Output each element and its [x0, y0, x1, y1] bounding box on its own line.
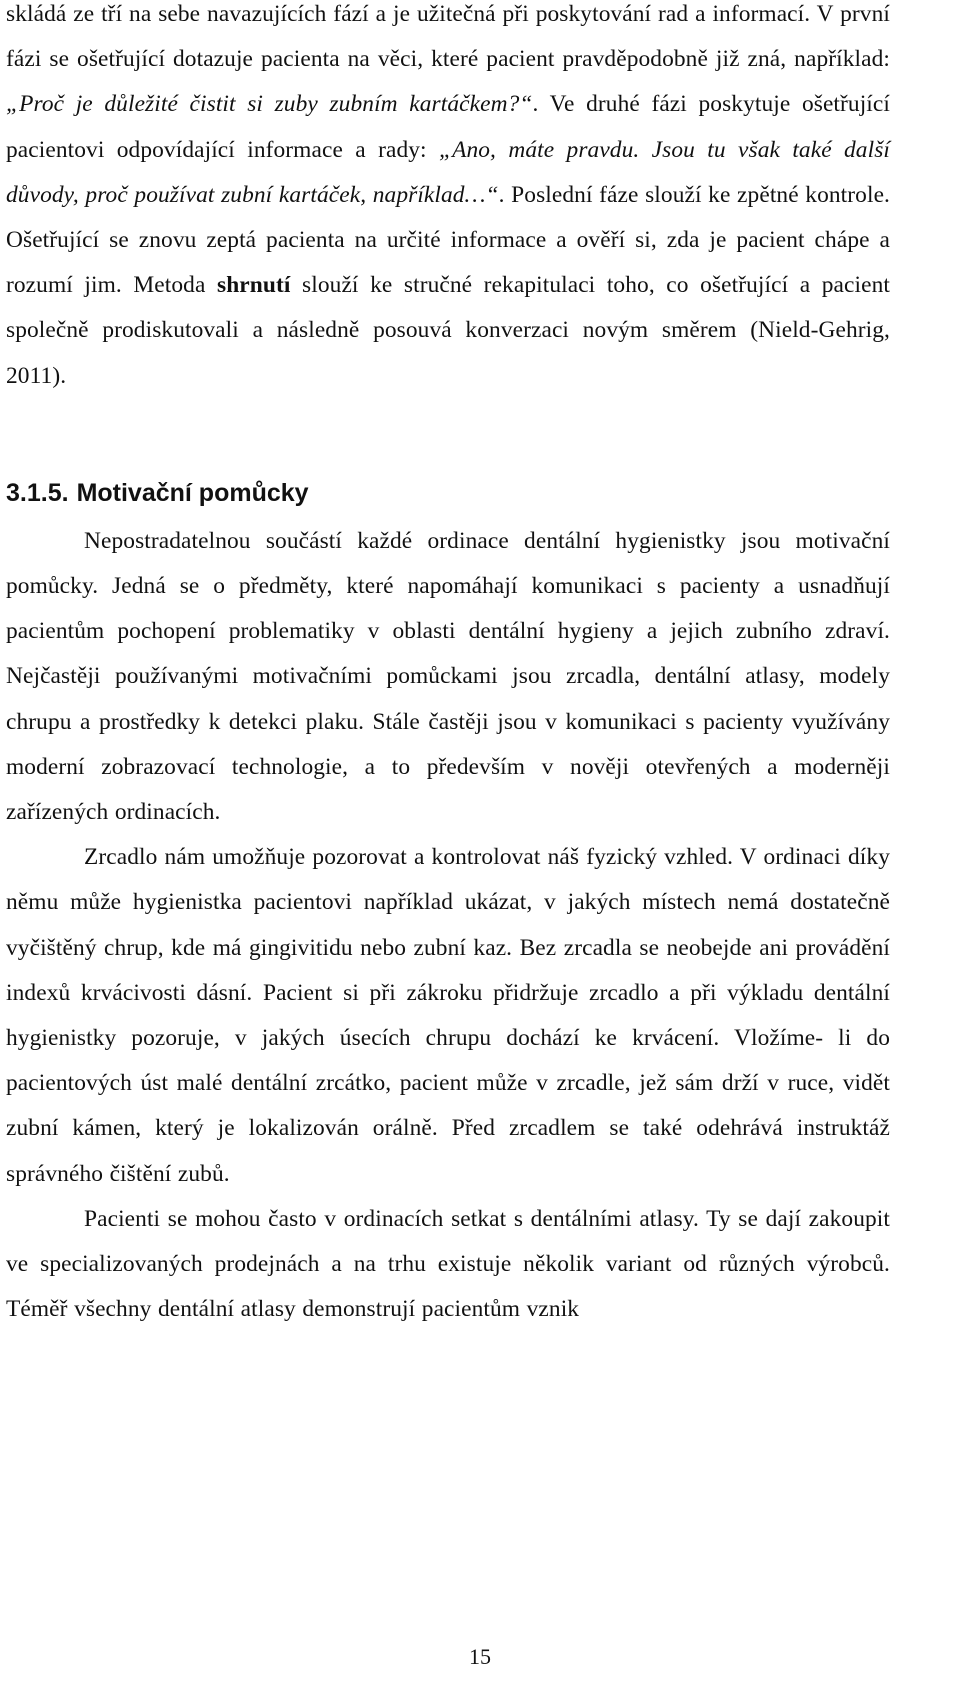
body-paragraph [6, 0, 890, 399]
paragraph-text: slouží ke stručné rekapitulaci toho, co ošetřující a pacient společně prodiskutovali a následně posouvá konverzaci novým směrem (Nield-Gehrig, 2011). [6, 272, 890, 389]
paragraph-text: . Ve druhé fázi poskytuje ošetřující pacientovi odpovídající informace a rady: [6, 91, 890, 163]
document-page [6, 0, 890, 1332]
section-number: 3.1.5. [6, 478, 69, 507]
section-heading [6, 475, 890, 511]
example-answer-italic: „Ano, máte pravdu. Jsou tu však také další důvody, proč používat zubní kartáček, například…“ [6, 136, 890, 208]
body-paragraph: Pacienti se mohou často v ordinacích setkat s dentálními atlasy. Ty se dají zakoupit ve specializovaných prodejnách a na trhu existuje několik variant od různých výrobců. Téměř všechny dentální atlasy demonstrují pacientům vznik [6, 1205, 890, 1323]
paragraph-text: . Poslední fáze slouží ke zpětné kontrole. Ošetřující se znovu zeptá pacienta na určité informace a ověří si, zda je pacient chápe a rozumí jim. Metoda [6, 181, 890, 299]
section-title: Motivační pomůcky [76, 478, 309, 507]
bold-term: shrnutí [217, 272, 291, 299]
page-number: 15 [469, 1644, 491, 1669]
body-paragraph: Zrcadlo nám umožňuje pozorovat a kontrolovat náš fyzický vzhled. V ordinaci díky němu může hygienistka pacientovi například ukázat, v jakých místech nemá dostatečně vyčištěný chrup, kde má gingivitidu nebo zubní kaz. Bez zrcadla se neobejde ani provádění indexů krvácivosti dásní. Pacient si při zákroku přidržuje zrcadlo a při výkladu dentální hygienistky pozoruje, v jakých úsecích chrupu dochází ke krvácení. Vložíme- li do pacientových úst malé dentální zrcátko, pacient může v zrcadle, jež sám drží v ruce, vidět zubní kámen, který je lokalizován orálně. Před zrcadlem se také odehrává instruktáž správného čištění zubů. [6, 844, 890, 1187]
example-question-italic: „Proč je důležité čistit si zuby zubním kartáčkem?“ [6, 91, 533, 118]
body-paragraph: Nepostradatelnou součástí každé ordinace dentální hygienistky jsou motivační pomůcky. Jedná se o předměty, které napomáhají komunikaci s pacienty a usnadňují pacientům pochopení problematiky v oblasti dentální hygieny a jejich zubního zdraví. Nejčastěji používanými motivačními pomůckami jsou zrcadla, dentální atlasy, modely chrupu a prostředky k detekci plaku. Stále častěji jsou v komunikaci s pacienty využívány moderní zobrazovací technologie, a to především v nověji otevřených a moderněji zařízených ordinacích. [6, 527, 890, 826]
paragraph-text: skládá ze tří na sebe navazujících fází a je užitečná při poskytování rad a informací. V první fázi se ošetřující dotazuje pacienta na věci, které pacient pravděpodobně již zná, například: [6, 1, 890, 73]
